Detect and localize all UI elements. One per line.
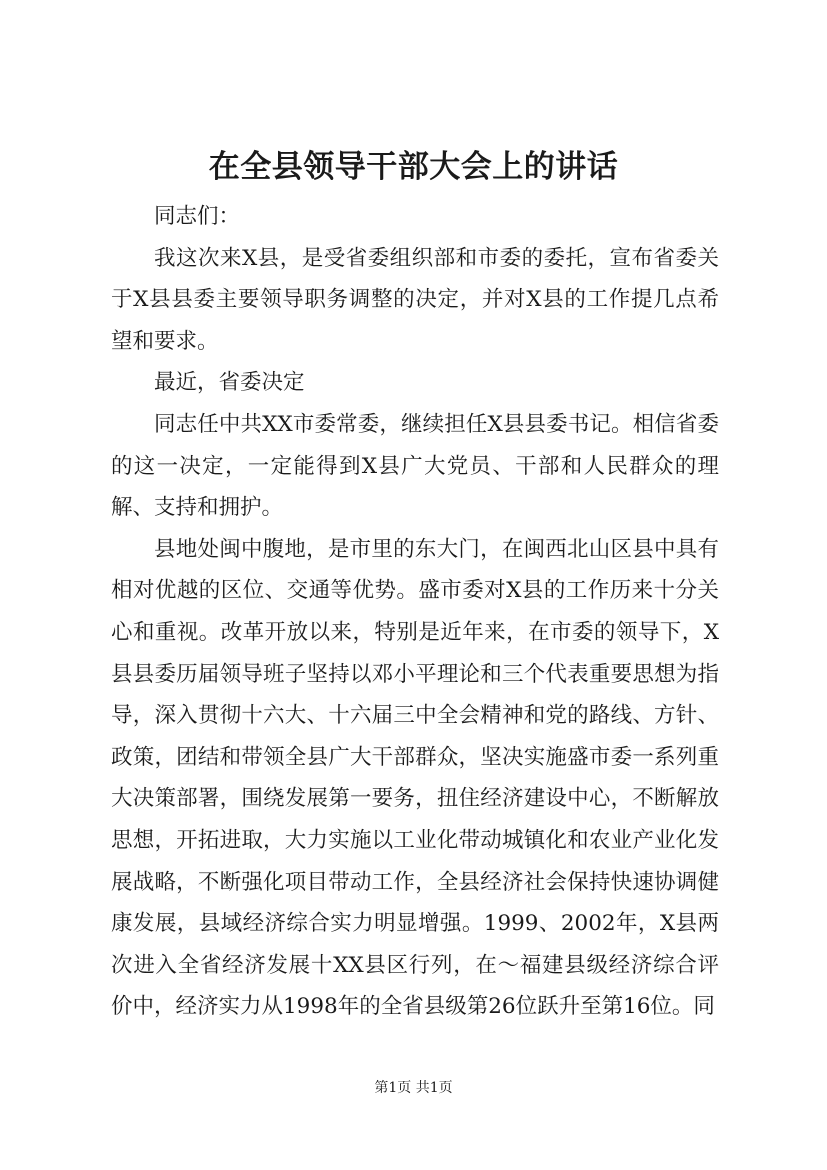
- document-title: 在全县领导干部大会上的讲话: [208, 149, 619, 185]
- body-paragraph: 县地处闽中腹地，是市里的东大门，在闽西北山区县中具有相对优越的区位、交通等优势。盛市委对X县的工作历来十分关心和重视。改革开放以来，特别是近年来，在市委的领导下，X县县委历届领导班子坚持以邓小平理论和三个代表重要思想为指导，深入贯彻十六大、十六届三中全会精神和党的路线、方针、政策，团结和带领全县广大干部群众，坚决实施盛市委一系列重大决策部署，围绕发展第一要务，扭住经济建设中心，不断解放思想，开拓进取，大力实施以工业化带动城镇化和农业产业化发展战略，不断强化项目带动工作，全县经济社会保持快速协调健康发展，县域经济综合实力明显增强。1999、2002年，X县两次进入全省经济发展十XX县区行列，在～福建县级经济综合评价中，经济实力从1998年的全省县级第26位跃升至第16位。同: [111, 536, 719, 1020]
- body-paragraph: 最近，省委决定: [154, 370, 305, 396]
- document-body: [111, 196, 719, 1028]
- body-paragraph: 同志任中共XX市委常委，继续担任X县县委书记。相信省委的这一决定，一定能得到X县广大党员、干部和人民群众的理解、支持和拥护。: [111, 411, 719, 521]
- salutation-paragraph: 同志们：: [154, 204, 241, 229]
- page-footer: 第1页 共1页: [374, 1080, 453, 1096]
- body-paragraph: 我这次来X县，是受省委组织部和市委的委托，宣布省委关于X县县委主要领导职务调整的决定，并对X县的工作提几点希望和要求。: [111, 245, 719, 354]
